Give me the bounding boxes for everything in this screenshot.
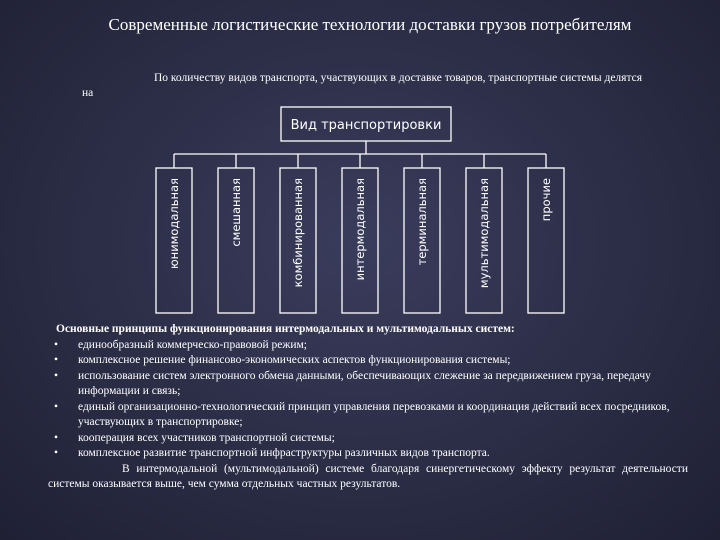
principle-item [48,338,688,354]
leaf-node [404,168,440,313]
conclusion-text: В интермодальной (мультимодальной) системе благодаря синергетическому эффекту результат деятельности системы оказывается выше, чем сумма отдельных частных результатов. [48,462,688,490]
principle-item [48,353,688,369]
intro-sentence: По количеству видов транспорта, участвующих в доставке товаров, транспортные системы делятся на [82,72,643,99]
principle-text: комплексное развитие транспортной инфраструктуры различных видов транспорта. [78,447,490,459]
leaf-label: смешанная [229,178,243,247]
principle-item [48,431,688,447]
leaf-node [528,168,564,313]
leaf-label: комбинированная [291,178,305,288]
principles-list [48,338,688,462]
leaf-node [156,168,192,313]
principle-text: комплексное решение финансово-экономических аспектов функционирования системы; [78,354,511,366]
bullet-icon: • [54,354,59,366]
principle-text: использование систем электронного обмена данными, обеспечивающих слежение за передвижением груза, передачу информации и связь; [78,369,651,397]
bullet-icon: • [54,400,59,413]
principle-item [48,446,688,462]
leaf-label: мультимодальная [477,178,491,289]
leaf-node [218,168,254,313]
root-label: Вид транспортировки [290,118,442,133]
principles-section [48,322,688,493]
principle-text: кооперация всех участников транспортной системы; [78,431,335,444]
slide-title: Современные логистические технологии доставки грузов потребителям [108,15,632,34]
principle-item [48,369,688,400]
leaf-label: интермодальная [353,178,367,281]
leaf-label: юнимодальная [167,178,181,269]
intro-text [82,71,642,101]
leaf-node [466,168,502,313]
bullet-icon: • [54,431,59,444]
principle-text: единый организационно-технологический принцип управления перевозками и координация действий всех посредников, участвующих в транспортировке; [78,400,670,428]
leaf-label: терминальная [415,178,429,266]
bullet-icon: • [54,447,59,459]
principle-item [48,400,688,431]
principles-heading: Основные принципы функционирования интермодальных и мультимодальных систем: [56,323,515,335]
diagram-leaves [156,168,564,313]
diagram-connectors [174,141,546,168]
bullet-icon: • [54,338,59,351]
bullet-icon: • [54,369,59,382]
leaf-label: прочие [539,178,553,222]
leaf-node [342,168,378,313]
root-node [281,107,451,141]
leaf-node [280,168,316,313]
principle-text: единообразный коммерческо-правовой режим; [78,338,307,351]
